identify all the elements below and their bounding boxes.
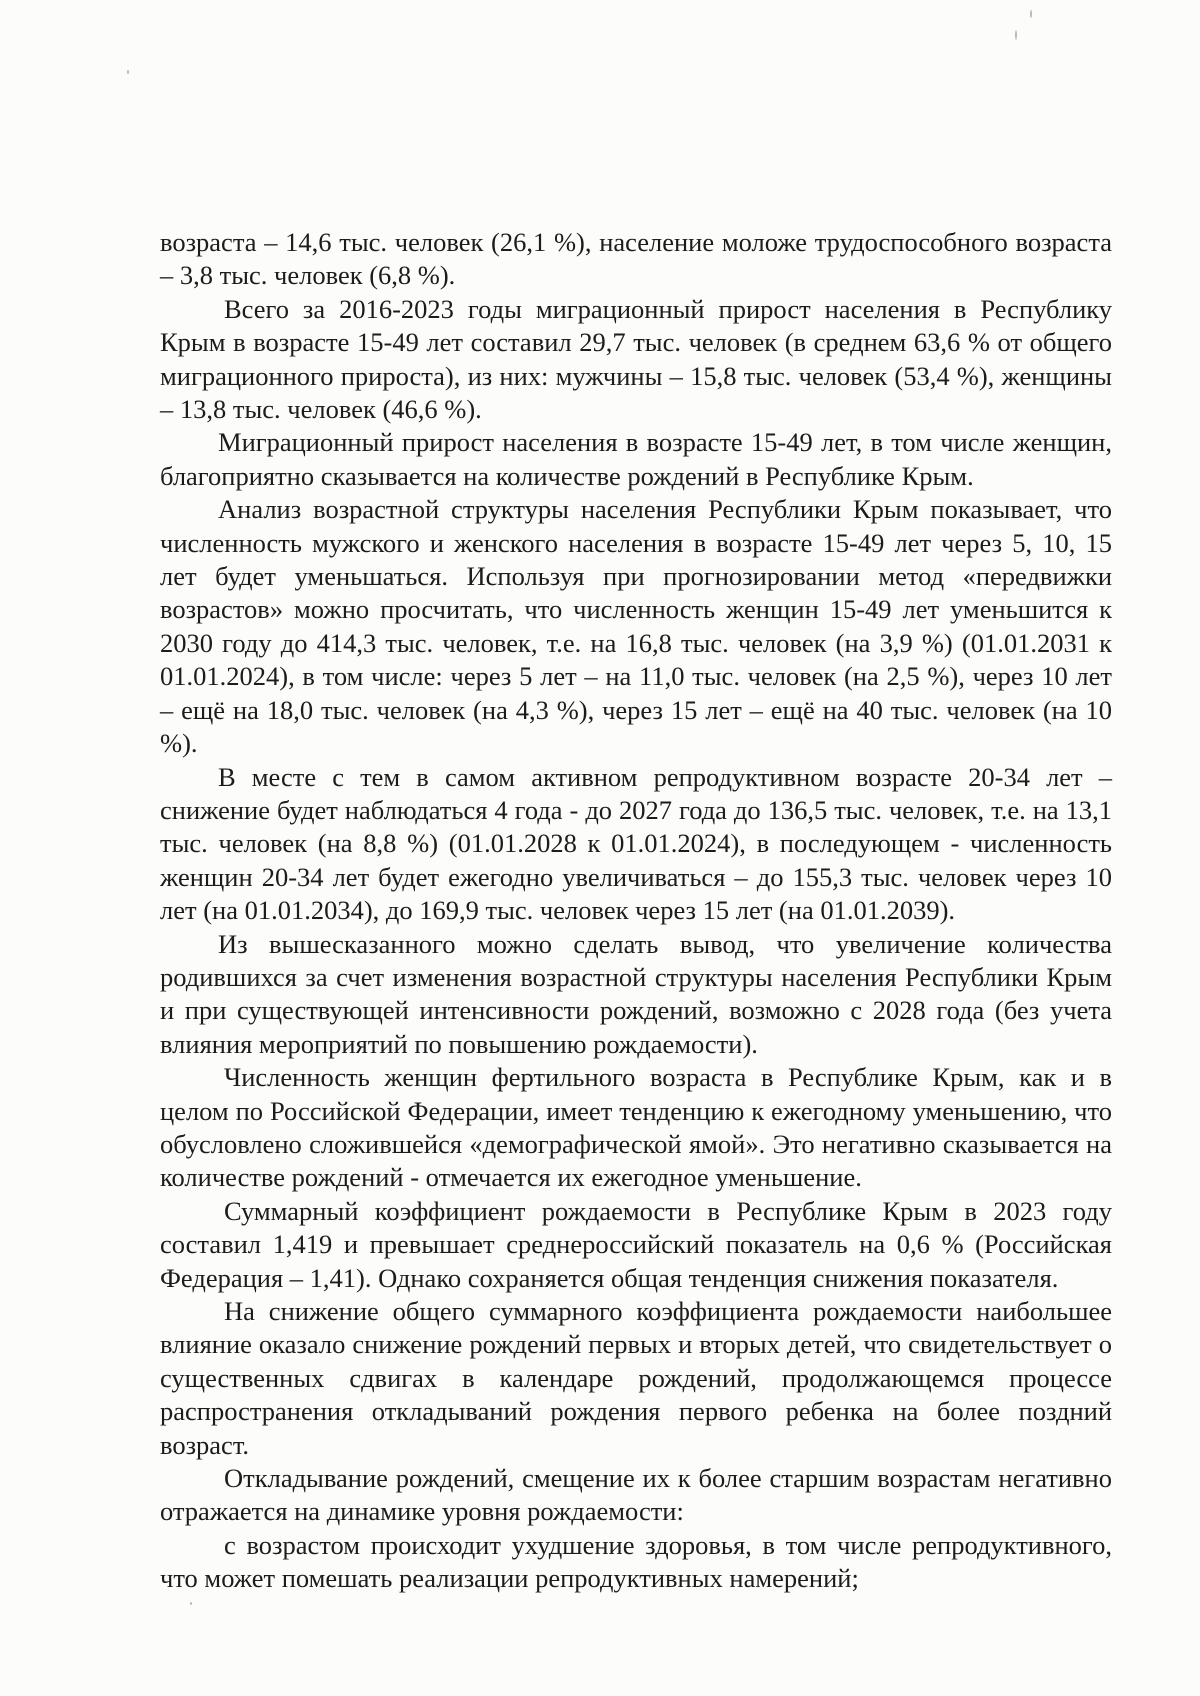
scan-speck: [127, 70, 129, 74]
paragraph-rate-decline-factors: На снижение общего суммарного коэффициента рождаемости наибольшее влияние оказало снижение рождений первых и вторых детей, что свидетельствует о существенных сдвигах в календаре рождений, продолжающемся процессе распространения откладываний рождения первого ребенка на более поздний возраст.: [160, 1296, 1112, 1460]
scan-speck: [1015, 30, 1017, 40]
paragraph-health-item: с возрастом происходит ухудшение здоровья, в том числе репродуктивного, что может помешать реализации репродуктивных намерений;: [160, 1529, 1112, 1594]
paragraph-migration-growth: Всего за 2016-2023 годы миграционный прирост населения в Республику Крым в возрасте 15-49 лет составил 29,7 тыс. человек (в среднем 63,6 % от общего миграционного прироста), из них: мужчины – 15,8 тыс. человек (53,4 %), женщины – 13,8 тыс. человек (46,6 %).: [160, 293, 1112, 425]
paragraph-fertile-women-count: Численность женщин фертильного возраста в Республике Крым, как и в целом по Российской Федерации, имеет тенденцию к ежегодному уменьшению, что обусловлено сложившейся «демографической ямой». Это негативно сказывается на количестве рождений - отмечается их ежегодное уменьшение.: [160, 1062, 1112, 1193]
scan-speck: [1030, 10, 1032, 18]
scan-speck: [190, 1602, 192, 1605]
paragraph-active-reproductive-age: В месте с тем в самом активном репродуктивном возрасте 20-34 лет – снижение будет наблюдаться 4 года - до 2027 года до 136,5 тыс. человек, т.е. на 13,1 тыс. человек (на 8,8 %) (01.01.2028 к 01.01.2024), в последующем - численность женщин 20-34 лет будет ежегодно увеличиваться – до 155,3 тыс. человек через 10 лет (на 01.01.2034), до 169,9 тыс. человек через 15 лет (на 01.01.2039).: [160, 761, 1112, 926]
paragraph-conclusion: Из вышесказанного можно сделать вывод, что увеличение количества родившихся за счет изменения возрастной структуры населения Республики Крым и при существующей интенсивности рождений, возможно с 2028 года (без учета влияния мероприятий по повышению рождаемости).: [160, 928, 1112, 1059]
paragraph-fertility-rate: Суммарный коэффициент рождаемости в Республике Крым в 2023 году составил 1,419 и превышает среднероссийский показатель на 0,6 % (Российская Федерация – 1,41). Однако сохраняется общая тенденция снижения показателя.: [160, 1195, 1112, 1293]
paragraph-migration-effect: Миграционный прирост населения в возрасте 15-49 лет, в том числе женщин, благоприятно сказывается на количестве рождений в Республике Крым.: [160, 427, 1112, 491]
paragraph-age-structure-analysis: Анализ возрастной структуры населения Республики Крым показывает, что численность мужского и женского населения в возрасте 15-49 лет через 5, 10, 15 лет будет уменьшаться. Используя при прогнозировании метод «передвижки возрастов» можно просчитать, что численность женщин 15-49 лет уменьшится к 2030 году до 414,3 тыс. человек, т.е. на 16,8 тыс. человек (на 3,9 %) (01.01.2031 к 01.01.2024), в том числе: через 5 лет – на 11,0 тыс. человек (на 2,5 %), через 10 лет – ещё на 18,0 тыс. человек (на 4,3 %), через 15 лет – ещё на 40 тыс. человек (на 10 %).: [160, 494, 1112, 759]
paragraph-postponement-effects: Откладывание рождений, смещение их к более старшим возрастам негативно отражается на динамике уровня рождаемости:: [160, 1463, 1112, 1527]
document-body: [160, 226, 1112, 1596]
paragraph-working-age-continuation: возраста – 14,6 тыс. человек (26,1 %), население моложе трудоспособного возраста – 3,8 тыс. человек (6,8 %).: [160, 227, 1112, 291]
